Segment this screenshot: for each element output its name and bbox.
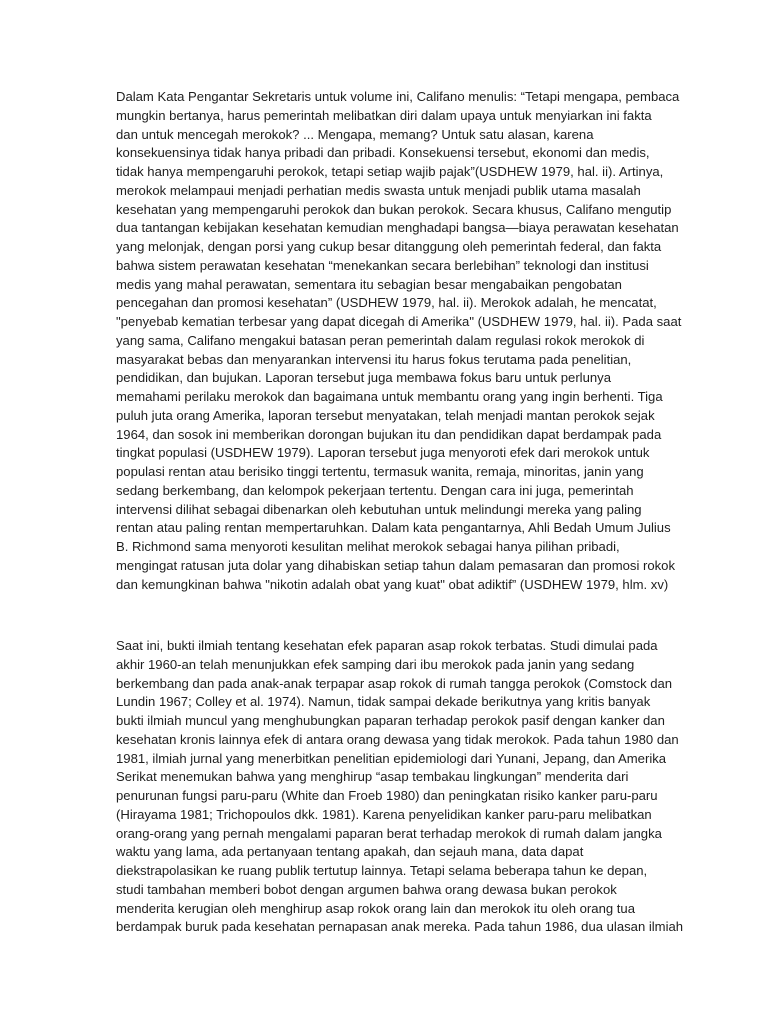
text-line: merokok melampaui menjadi perhatian medis swasta untuk menjadi publik utama masalah <box>116 182 641 198</box>
text-line: bukti ilmiah muncul yang menghubungkan paparan terhadap perokok pasif dengan kanker dan <box>116 713 665 728</box>
text-line: orang-orang yang pernah mengalami paparan berat terhadap merokok di rumah dalam jangka <box>116 825 662 841</box>
text-line: medis yang mahal perawatan, sementara itu sebagian besar mengabaikan pengobatan <box>116 276 622 292</box>
text-line: waktu yang lama, ada pertanyaan tentang apakah, dan sejauh mana, data dapat <box>116 844 584 860</box>
text-line: yang melonjak, dengan porsi yang cukup besar ditanggung oleh pemerintah federal, dan fakta <box>116 239 662 254</box>
text-line: berdampak buruk pada kesehatan pernapasan anak mereka. Pada tahun 1986, dua ulasan ilmiah <box>116 919 684 935</box>
text-line: 1981, ilmiah jurnal yang menerbitkan penelitian epidemiologi dari Yunani, Jepang, dan Amerika <box>116 750 667 766</box>
text-line: Serikat menemukan bahwa yang menghirup “asap tembakau lingkungan” menderita dari <box>116 769 629 785</box>
text-line: rentan atau paling rentan mempertaruhkan. Dalam kata pengantarnya, Ahli Bedah Umum Julius <box>116 520 671 536</box>
text-line: mengingat ratusan juta dolar yang dihabiskan setiap tahun dalam pemasaran dan promosi rokok <box>116 557 676 573</box>
text-line: konsekuensinya tidak hanya pribadi dan pribadi. Konsekuensi tersebut, ekonomi dan medis, <box>116 145 650 161</box>
text-line: dua tantangan kebijakan kesehatan kemudian menghadapi bangsa—biaya perawatan kesehatan <box>116 220 679 236</box>
text-line: studi tambahan memberi bobot dengan argumen bahwa orang dewasa bukan perokok <box>116 881 617 897</box>
text-line: Lundin 1967; Colley et al. 1974). Namun, tidak sampai dekade berikutnya yang kritis banyak <box>116 694 651 710</box>
text-line: penurunan fungsi paru-paru (White dan Froeb 1980) dan peningkatan risiko kanker paru-paru <box>116 788 658 803</box>
text-line: tingkat populasi (USDHEW 1979). Laporan tersebut juga menyoroti efek dari merokok untuk <box>116 445 650 461</box>
text-line: mungkin bertanya, harus pemerintah melibatkan diri dalam upaya untuk menyiarkan ini fakta <box>116 107 652 123</box>
paragraph-2 <box>116 637 691 937</box>
text-line: tidak hanya mempengaruhi perokok, tetapi setiap wajib pajak”(USDHEW 1979, hal. ii). Artinya, <box>116 164 664 179</box>
text-line: memahami perilaku merokok dan bagaimana untuk membantu orang yang ingin berhenti. Tiga <box>116 389 663 404</box>
text-line: (Hirayama 1981; Trichopoulos dkk. 1981). Karena penyelidikan kanker paru-paru melibatkan <box>116 806 652 822</box>
text-line: dan untuk mencegah merokok? ... Mengapa, memang? Untuk satu alasan, karena <box>116 126 594 142</box>
text-line: kesehatan kronis lainnya efek di antara orang dewasa yang tidak merokok. Pada tahun 1980 dan <box>116 731 679 747</box>
text-line: masyarakat bebas dan menyarankan intervensi itu harus fokus terutama pada penelitian, <box>116 351 632 367</box>
text-line: sedang berkembang, dan kelompok pekerjaan tertentu. Dengan cara ini juga, pemerintah <box>116 482 634 498</box>
text-line: puluh juta orang Amerika, laporan tersebut menyatakan, telah menjadi mantan perokok sejak <box>116 407 655 423</box>
paragraph-1 <box>116 88 691 594</box>
text-line: intervensi dilihat sebagai dibenarkan oleh kebutuhan untuk melindungi mereka yang paling <box>116 501 642 517</box>
text-line: berkembang dan pada anak-anak terpapar asap rokok di rumah tangga perokok (Comstock dan <box>116 675 673 691</box>
text-line: Saat ini, bukti ilmiah tentang kesehatan efek paparan asap rokok terbatas. Studi dimulai pada <box>116 638 658 653</box>
text-line: diekstrapolasikan ke ruang publik tertutup lainnya. Tetapi selama beberapa tahun ke depan, <box>116 863 648 878</box>
text-line: menderita kerugian oleh menghirup asap rokok orang lain dan merokok itu oleh orang tua <box>116 900 635 916</box>
text-line: "penyebab kematian terbesar yang dapat dicegah di Amerika" (USDHEW 1979, hal. ii). Pada saat <box>116 314 682 329</box>
text-line: akhir 1960-an telah menunjukkan efek samping dari ibu merokok pada janin yang sedang <box>116 656 635 672</box>
text-line: bahwa sistem perawatan kesehatan “menekankan secara berlebihan” teknologi dan institusi <box>116 257 649 273</box>
text-line: kesehatan yang mempengaruhi perokok dan bukan perokok. Secara khusus, Califano mengutip <box>116 201 672 217</box>
text-line: pendidikan, dan bujukan. Laporan tersebut juga membawa fokus baru untuk perlunya <box>116 370 611 386</box>
text-line: yang sama, Califano mengakui batasan peran pemerintah dalam regulasi rokok merokok di <box>116 332 645 348</box>
text-line: pencegahan dan promosi kesehatan” (USDHEW 1979, hal. ii). Merokok adalah, he mencatat, <box>116 295 657 311</box>
text-line: dan kemungkinan bahwa "nikotin adalah obat yang kuat" obat adiktif” (USDHEW 1979, hlm. xv) <box>116 576 669 592</box>
text-line: Dalam Kata Pengantar Sekretaris untuk volume ini, Califano menulis: “Tetapi mengapa, pembaca <box>116 89 680 104</box>
text-line: populasi rentan atau berisiko tinggi tertentu, termasuk wanita, remaja, minoritas, janin yang <box>116 464 644 479</box>
text-line: 1964, dan sosok ini memberikan dorongan bujukan itu dan pendidikan dapat berdampak pada <box>116 426 662 442</box>
text-line: B. Richmond sama menyoroti kesulitan melihat merokok sebagai hanya pilihan pribadi, <box>116 539 620 554</box>
